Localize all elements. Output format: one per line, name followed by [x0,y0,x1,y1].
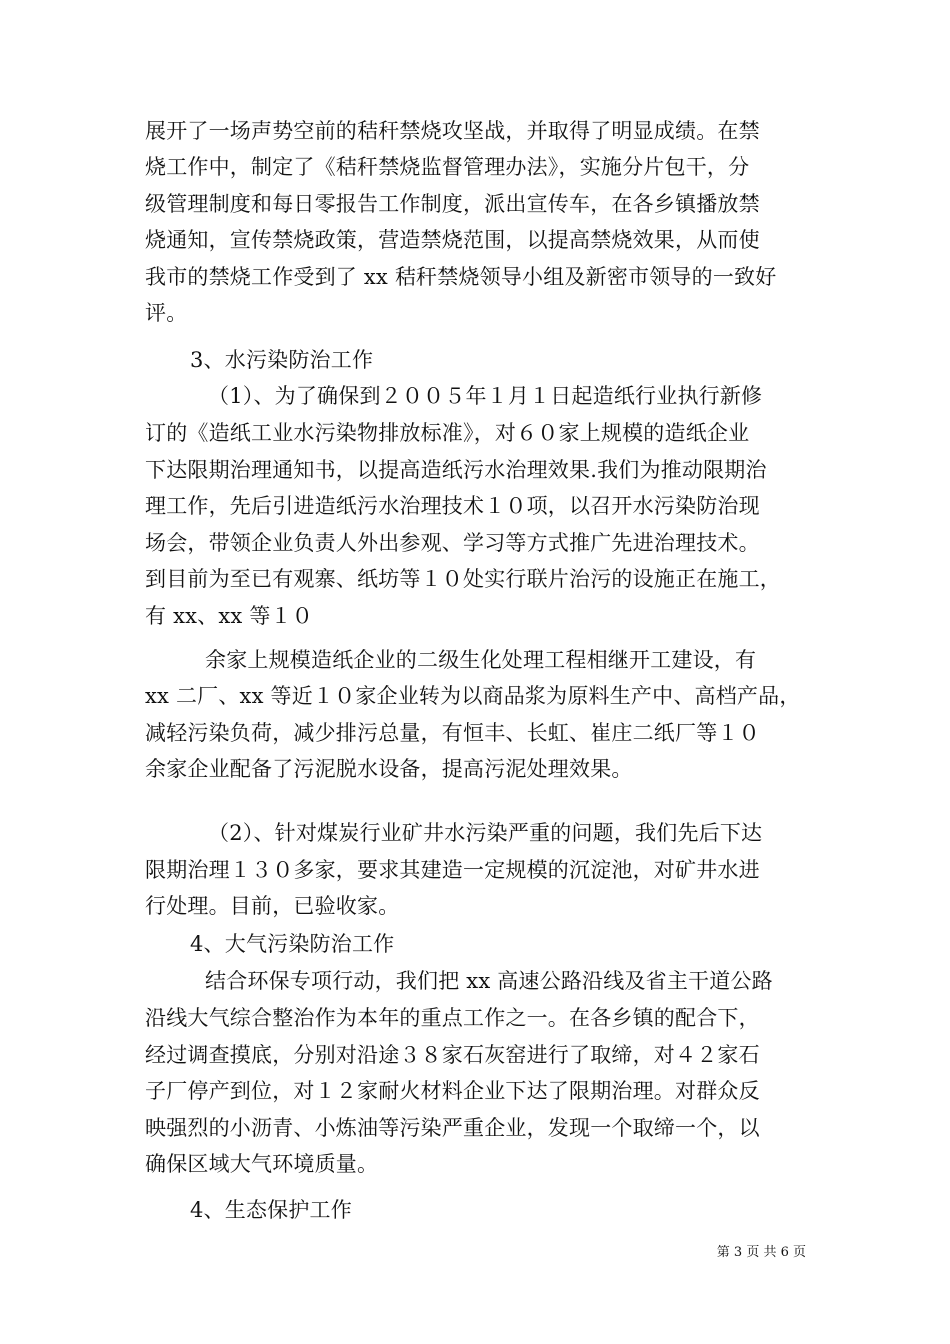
body-text-line: 行处理。目前，已验收家。 [145,894,400,918]
body-text-line: xx 二厂、xx 等近１０家企业转为以商品浆为原料生产中、高档产品， [145,684,801,708]
section-heading: 3、水污染防治工作 [190,348,374,372]
section-heading: 4、生态保护工作 [190,1198,352,1222]
body-text-line: 减轻污染负荷，减少排污总量，有恒丰、长虹、崔庄二纸厂等１０ [145,721,760,745]
section-heading: 4、大气污染防治工作 [190,932,395,956]
body-text-line: 我市的禁烧工作受到了 xx 秸秆禁烧领导小组及新密市领导的一致好 [145,265,777,289]
body-text-line: 烧工作中，制定了《秸秆禁烧监督管理办法》，实施分片包干，分 [145,155,750,179]
body-text-line: 沿线大气综合整治作为本年的重点工作之一。在各乡镇的配合下， [145,1006,760,1030]
body-text-line: 结合环保专项行动，我们把 xx 高速公路沿线及省主干道公路 [205,969,773,993]
body-text-line: 限期治理１３０多家，要求其建造一定规模的沉淀池，对矿井水进 [145,858,760,882]
body-text-line: 映强烈的小沥青、小炼油等污染严重企业，发现一个取缔一个，以 [145,1116,760,1140]
body-text-line: 子厂停产到位，对１２家耐火材料企业下达了限期治理。对群众反 [145,1079,760,1103]
body-text-line: 展开了一场声势空前的秸秆禁烧攻坚战，并取得了明显成绩。在禁 [145,119,760,143]
body-text-line: 下达限期治理通知书，以提高造纸污水治理效果.我们为推动限期治 [145,458,767,482]
body-text-line: 经过调查摸底，分别对沿途３８家石灰窑进行了取缔，对４２家石 [145,1043,760,1067]
body-text-line: 烧通知，宣传禁烧政策，营造禁烧范围，以提高禁烧效果，从而使 [145,228,760,252]
body-text-line: 评。 [145,301,188,325]
body-text-line: 到目前为至已有观寨、纸坊等１０处实行联片治污的设施正在施工， [145,567,781,591]
body-text-line: 订的《造纸工业水污染物排放标准》，对６０家上规模的造纸企业 [145,421,750,445]
body-text-line: 理工作，先后引进造纸污水治理技术１０项，以召开水污染防治现 [145,494,760,518]
page-number: 第 3 页 共 6 页 [716,1245,806,1260]
body-text-line: 场会，带领企业负责人外出参观、学习等方式推广先进治理技术。 [145,531,760,555]
body-text-line: 有 xx、xx 等１０ [145,604,313,628]
body-text-line: 余家上规模造纸企业的二级生化处理工程相继开工建设，有 [205,648,757,672]
body-text-line: 确保区域大气环境质量。 [145,1152,379,1176]
body-text-line: （2）、针对煤炭行业矿井水污染严重的问题，我们先后下达 [208,821,763,845]
body-text-line: 级管理制度和每日零报告工作制度，派出宣传车，在各乡镇播放禁 [145,192,760,216]
body-text-line: （1）、为了确保到２００５年１月１日起造纸行业执行新修 [208,384,763,408]
body-text-line: 余家企业配备了污泥脱水设备，提高污泥处理效果。 [145,757,633,781]
